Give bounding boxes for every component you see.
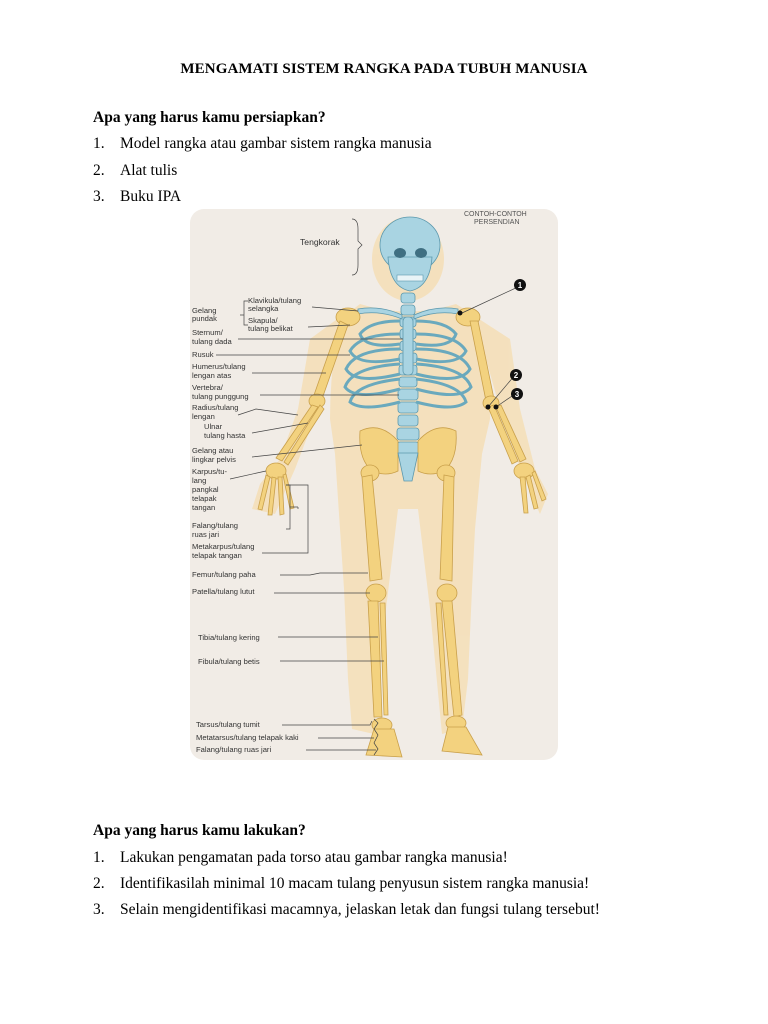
label-fibula: Fibula/tulang betis [198, 657, 260, 666]
label-falang-kaki: Falang/tulang ruas jari [196, 745, 272, 754]
task-item-text: Lakukan pengamatan pada torso atau gambar rangka manusia! [120, 849, 508, 866]
prep-item [93, 188, 181, 206]
label-karpus-4: telapak [192, 494, 217, 503]
label-skapula-1: Skapula/ [248, 316, 278, 325]
label-radius-1: Radius/tulang [192, 403, 239, 412]
tasks-heading: Apa yang harus kamu lakukan? [93, 822, 306, 839]
skeleton-illustration [190, 209, 558, 760]
prep-item-text: Alat tulis [120, 162, 178, 179]
marker-1-label: 1 [517, 281, 523, 290]
label-tibia: Tibia/tulang kering [198, 633, 260, 642]
label-sternum-1: Sternum/ [192, 328, 223, 337]
marker-3-label: 3 [514, 390, 520, 399]
joint-dot [494, 405, 499, 410]
label-vertebra-2: tulang punggung [192, 392, 249, 401]
prep-item-number: 1. [93, 135, 105, 152]
label-karpus-5: tangan [192, 503, 216, 512]
label-karpus-2: lang [192, 476, 207, 485]
label-vertebra-1: Vertebra/ [192, 383, 223, 392]
label-tarsus: Tarsus/tulang tumit [196, 720, 260, 729]
label-femur: Femur/tulang paha [192, 570, 256, 579]
prep-item-number: 2. [93, 162, 105, 179]
label-gelang-pundak-2: pundak [192, 314, 217, 323]
joints-header-line2: PERSENDIAN [474, 219, 520, 226]
label-ulnar-1: Ulnar [204, 422, 223, 431]
label-metakarpus-1: Metakarpus/tulang [192, 542, 255, 551]
joint-dot [486, 405, 491, 410]
prep-heading: Apa yang harus kamu persiapkan? [93, 109, 326, 126]
skeleton-figure [190, 209, 558, 760]
task-item-number: 2. [93, 875, 105, 892]
task-item [93, 849, 508, 867]
page-title: MENGAMATI SISTEM RANGKA PADA TUBUH MANUSIA [180, 61, 588, 77]
label-patella: Patella/tulang lutut [192, 587, 255, 596]
label-pelvis-2: lingkar pelvis [192, 455, 236, 464]
label-skapula-2: tulang belikat [248, 324, 293, 333]
skull-bracket [352, 219, 362, 275]
label-humerus-1: Humerus/tulang [192, 362, 246, 371]
label-pelvis-1: Gelang atau [192, 446, 234, 455]
prep-item-text: Model rangka atau gambar sistem rangka manusia [120, 135, 432, 152]
label-rusuk: Rusuk [192, 350, 214, 359]
label-ulnar-2: tulang hasta [204, 431, 246, 440]
label-karpus-1: Karpus/tu- [192, 467, 228, 476]
joints-header-line1: CONTOH-CONTOH [464, 211, 527, 218]
prep-item-text: Buku IPA [120, 188, 182, 205]
prep-item [93, 135, 432, 153]
task-item-number: 1. [93, 849, 105, 866]
prep-item-number: 3. [93, 188, 105, 205]
label-klavikula-2: selangka [248, 304, 279, 313]
task-item-number: 3. [93, 901, 105, 918]
body-silhouette [252, 217, 548, 734]
task-item-text: Identifikasilah minimal 10 macam tulang penyusun sistem rangka manusia! [120, 875, 590, 892]
task-item [93, 901, 600, 919]
marker-2-label: 2 [513, 371, 519, 380]
label-falang-tangan-1: Falang/tulang [192, 521, 239, 530]
label-gelang-pundak-1: Gelang [192, 306, 217, 315]
task-item-text: Selain mengidentifikasi macamnya, jelaskan letak dan fungsi tulang tersebut! [120, 901, 600, 918]
prep-item [93, 162, 177, 180]
label-falang-tangan-2: ruas jari [192, 530, 220, 539]
joint-dot [458, 311, 463, 316]
label-metatarsus: Metatarsus/tulang telapak kaki [196, 733, 299, 742]
label-klavikula-1: Klavikula/tulang [248, 296, 302, 305]
label-sternum-2: tulang dada [192, 337, 232, 346]
label-radius-2: lengan [192, 412, 215, 421]
label-humerus-2: lengan atas [192, 371, 232, 380]
label-karpus-3: pangkal [192, 485, 219, 494]
sternum [403, 317, 413, 375]
label-tengkorak: Tengkorak [300, 237, 340, 247]
label-metakarpus-2: telapak tangan [192, 551, 242, 560]
task-item [93, 875, 589, 893]
